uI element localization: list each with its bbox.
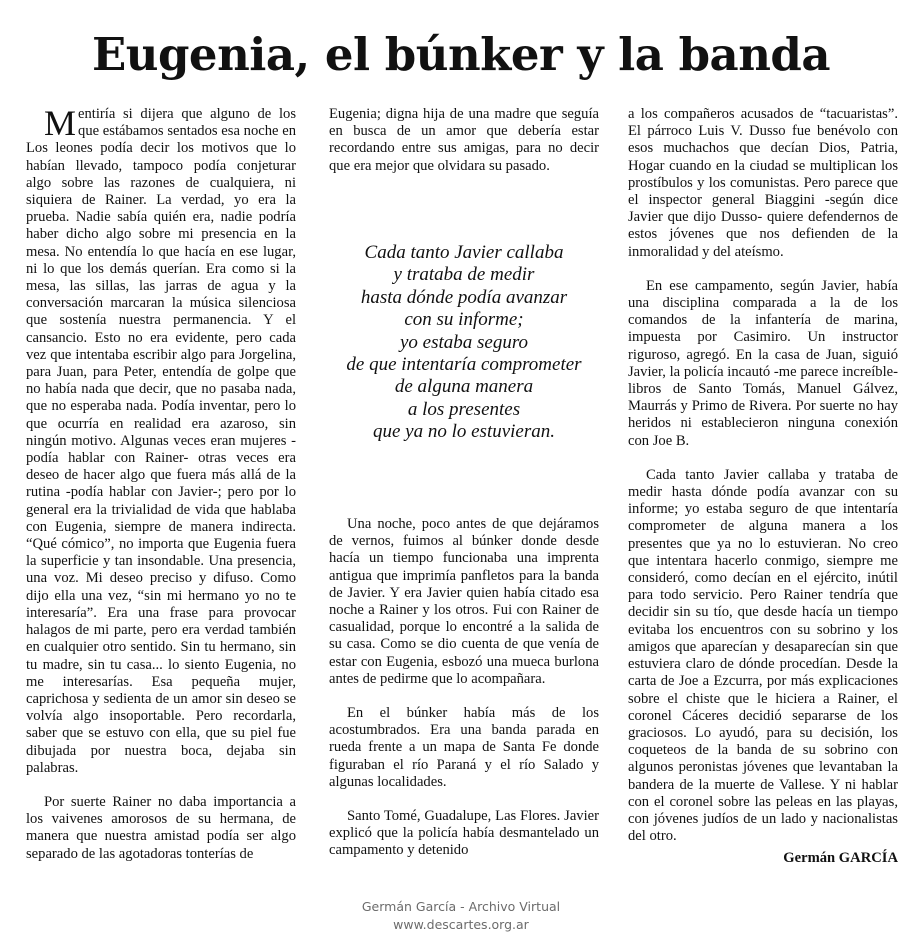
paragraph: Cada tanto Javier callaba y trataba de medir hasta dónde podía avanzar con su informe; yo estaba seguro de que intentaría comprometer de alguna manera a los presentes que ya no lo estuvieran. No creo que intentara hacerlo conmigo, siempre me consideró, como decían en el ejército, inútil para todo servicio. Pero Rainer tendría que decidir sin su tío, que desde hacía un tiempo evitaba los encuentros con su sobrino y los amigos que aparecían y desaparecían sin que estuviera claro de dónde procedían. Desde la carta de Joe a Ezcurra, por más explicaciones sobre el chiste que le hiciera a Rainer, el coronel Cáceres decidió separarse de los graciosos. Lo ayudó, para su decisión, los coqueteos de la banda de su sobrino con algunos peronistas jóvenes que levantaban la bandera de la muerte de Vallese. Y ni hablar con el coronel sobre las peleas en las playas, con jóvenes judíos de un lado y nacionalistas del otro. bbox=[628, 466, 898, 845]
pull-quote-line: de que intentaría comprometer bbox=[346, 354, 582, 376]
footer-archive: Germán García - Archivo Virtual bbox=[361, 899, 561, 914]
author-signature: Germán GARCÍA bbox=[783, 850, 898, 866]
pull-quote-line: hasta dónde podía avanzar bbox=[360, 286, 568, 308]
paragraph-continuation: Eugenia; digna hija de una madre que seguía en busca de un amor que debería estar recordando entre sus amigas, para no decir que era mejor que olvidara su pasado. bbox=[329, 106, 599, 174]
column-2-top bbox=[329, 106, 599, 192]
paragraph: Santo Tomé, Guadalupe, Las Flores. Javier explicó que la policía había desmantelado un campamento y detenido bbox=[329, 808, 599, 859]
footer bbox=[0, 898, 922, 934]
column-1 bbox=[26, 103, 296, 880]
column-2-bottom bbox=[329, 516, 599, 877]
paragraph: En ese campamento, según Javier, había una disciplina comparada a la de los comandos de la infantería de marina, impuesta por Casimiro. Un instructor riguroso, agregó. En la casa de Juan, siguió Javier, la policía incautó -me parece increíble- libros de Santo Tomás, Manuel Gálvez, Maurrás y Primo de Rivera. Por suerte no hay heridos ni establecieron ninguna conexión con Joe B. bbox=[628, 277, 898, 449]
pull-quote-line: de alguna manera bbox=[394, 376, 534, 398]
pull-quote bbox=[329, 242, 599, 444]
pull-quote-line: y trataba de medir bbox=[393, 264, 535, 286]
pull-quote-line: Cada tanto Javier callaba bbox=[364, 242, 564, 263]
footer-url: www.descartes.org.ar bbox=[393, 917, 529, 932]
paragraph: En el búnker había más de los acostumbrados. Era una banda parada en rueda frente a un mapa de Santa Fe donde figuraban el río Paraná y el río Salado y algunas localidades. bbox=[329, 705, 599, 790]
pull-quote-line: que ya no lo estuvieran. bbox=[372, 421, 556, 443]
pull-quote-line: a los presentes bbox=[407, 398, 521, 420]
paragraph-1 bbox=[26, 103, 296, 777]
article-title: Eugenia, el búnker y la banda bbox=[91, 28, 831, 81]
column-3 bbox=[628, 106, 898, 862]
pull-quote-line: yo estaba seguro bbox=[399, 331, 529, 353]
drop-cap: M bbox=[44, 103, 77, 143]
paragraph-continuation: a los compañeros acusados de “tacuaristas”. El párroco Luis V. Dusso fue benévolo con esos muchachos que decían Dios, Patria, Hogar cuando en la ciudad se multiplican los prostíbulos y los comunistas. Pero parece que el inspector general Biaggini -según dice Javier que dijo Dusso- quiere defendernos de estos jóvenes que nos defienden de la inmoralidad y del ateísmo. bbox=[628, 106, 898, 260]
pull-quote-line: con su informe; bbox=[404, 309, 524, 331]
paragraph-text: entiría si dijera que alguno de los que estábamos sentados esa noche en Los leones podía decir los motivos que lo habían llevado, tampoco podía conjeturar algo sobre las razones de cualquiera, ni siquiera de Rainer. La verdad, yo era la prueba. Nadie sabía quién era, nadie podría haber dicho algo sobre mi presencia en la mesa. No entendía lo que hacía en ese lugar, ni lo que los demás querían. Era como si la mesa, las sillas, las jarras de agua y la conversación marcaran la música silenciosa que sostenía nuestra permanencia. Y el cansancio. Esto no era evidente, pero cada vez que intentaba escribir algo para Jorgelina, para Juan, para Peter, entendía de golpe que no había nada que decir, que no pasaba nada, que no esperaba nada. Podía inventar, pero lo que ocurría en realidad era azaroso, sin ningún motivo. Algunas veces eran mujeres -podía hablar con Rainer- otras veces era deseo de hacer algo que fuera más allá de la rutina -podía hablar con Javier-; pero por lo general era la trivialidad de vida que hablaba con Eugenia, siempre de manera indirecta. “Qué cómico”, no importa que Eugenia fuera la superficie y tan insondable. Una presencia, una voz. Mi deseo preciso y difuso. Como dijo ella una vez, “sin mi hermano yo no te interesaría”. Era una frase para provocar halagos de mi parte, pero era verdad también en cualquier otro sentido. Sin tu hermano, sin tu madre, sin tu casa... lo siento Eugenia, no me interesarías. Esa pequeña mujer, caprichosa y sedienta de un amor sin deseo se volvía algo insoportable. Pero recordarla, saber que se estuvo con ella, que su piel fue dibujada por nuestra boca, dejaba sin palabras. bbox=[26, 106, 296, 776]
paragraph: Una noche, poco antes de que dejáramos de vernos, fuimos al búnker donde desde hacía un tiempo funcionaba una imprenta antigua que imprimía panfletos para la banda de Javier. Y era Javier quien había citado esa noche a Rainer y los otros. Fui con Rainer de casualidad, porque lo encontré a la salida de su casa. Como se dio cuenta de que venía de estar con Eugenia, esbozó una mueca burlona antes de pedirme que lo acompañara. bbox=[329, 516, 599, 687]
paragraph-2: Por suerte Rainer no daba importancia a los vaivenes amorosos de su hermana, de manera que nuestra amistad podía ser algo separado de las agotadoras tonterías de bbox=[26, 793, 296, 862]
